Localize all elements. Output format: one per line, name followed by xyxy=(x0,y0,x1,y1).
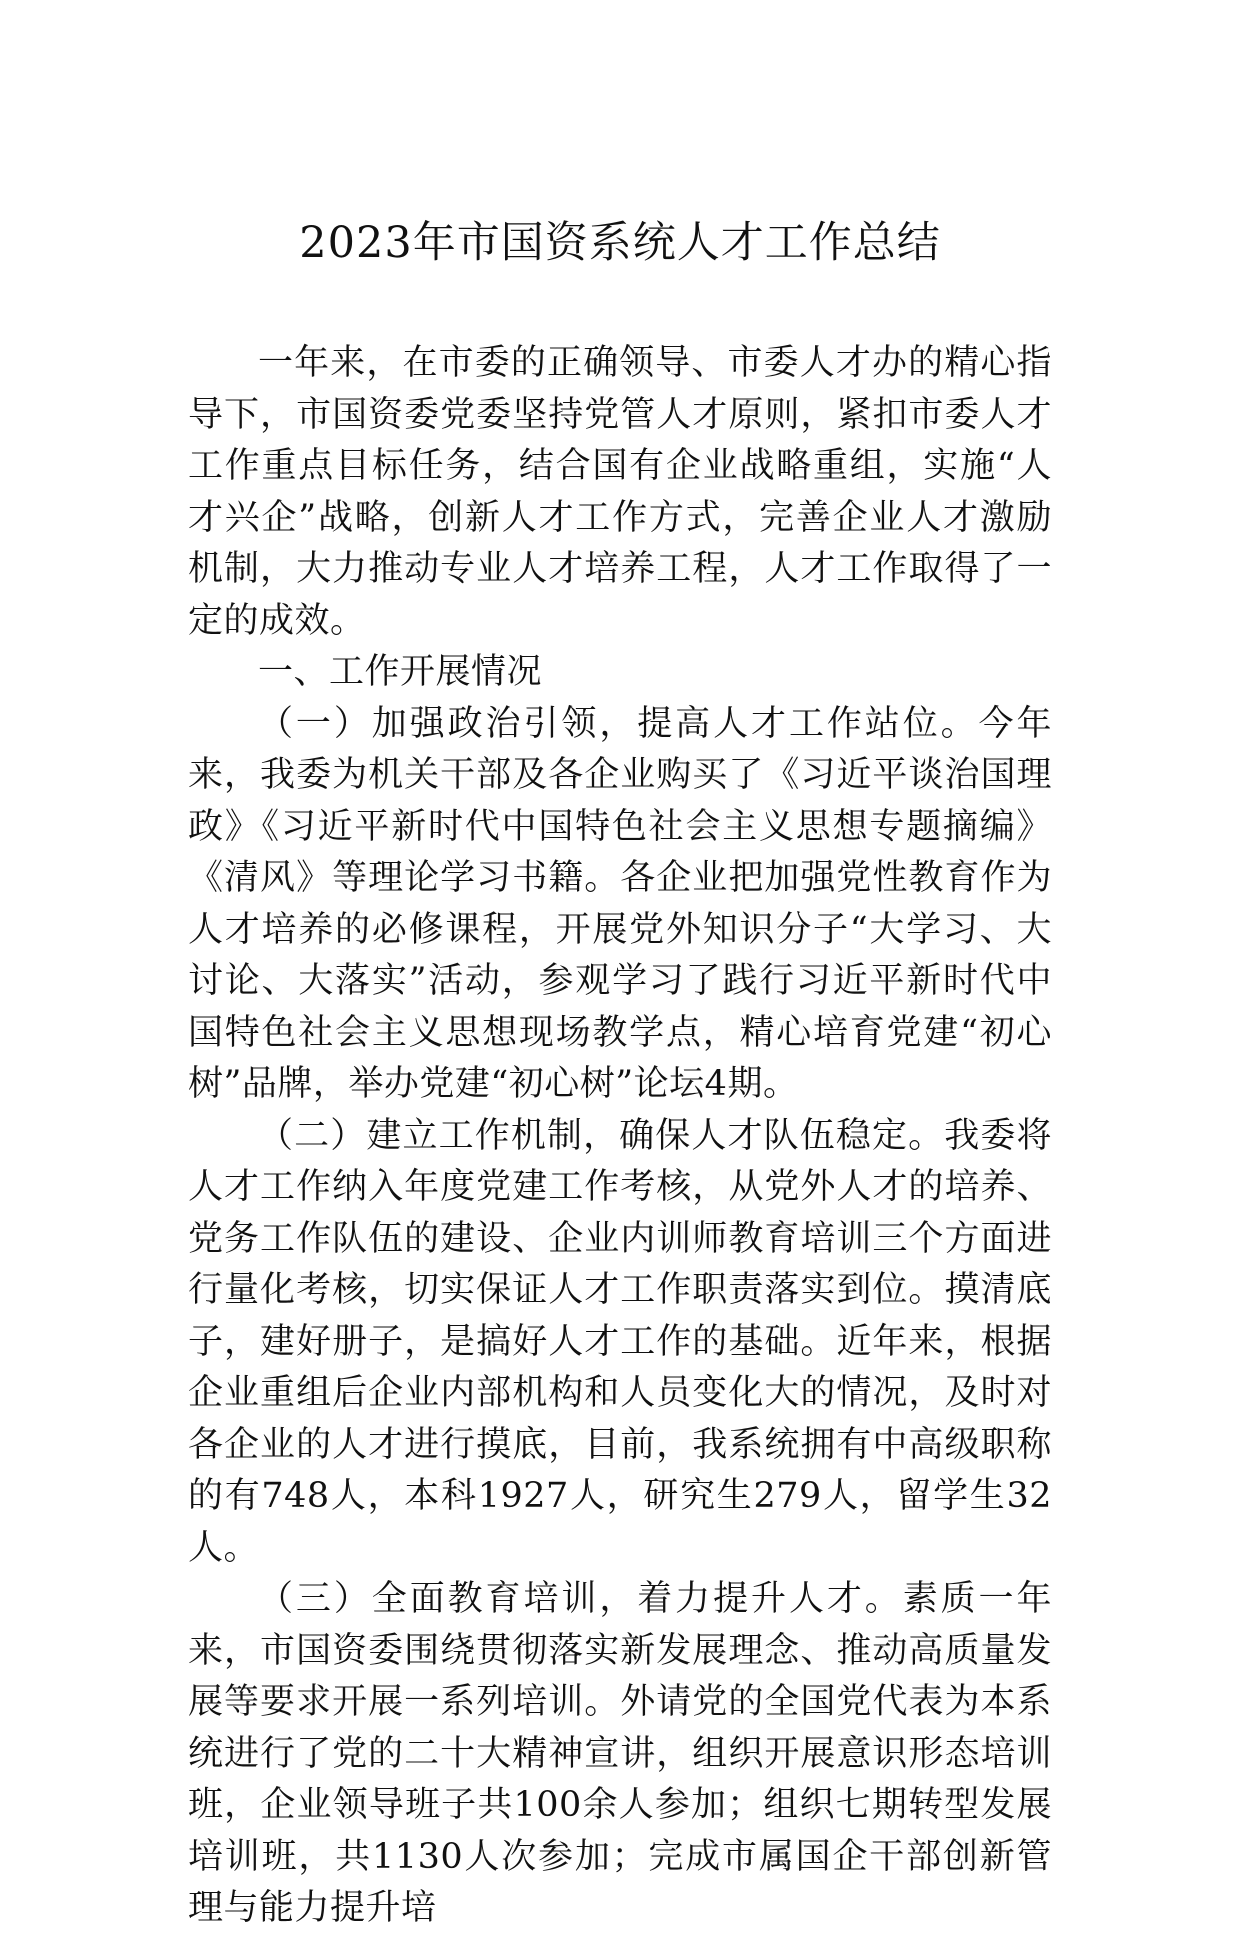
document-title: 2023年市国资系统人才工作总结 xyxy=(299,218,941,268)
subsection-paragraph-1: （一）加强政治引领，提高人才工作站位。今年来，我委为机关干部及各企业购买了《习近平谈治国理政》《习近平新时代中国特色社会主义思想专题摘编》《清风》等理论学习书籍。各企业把加强党性教育作为人才培养的必修课程，开展党外知识分子“大学习、大讨论、大落实”活动，参观学习了践行习近平新时代中国特色社会主义思想现场教学点，精心培育党建“初心树”品牌，举办党建“初心树”论坛4期。 xyxy=(188,703,1052,1104)
subsection-paragraph-3: （三）全面教育培训，着力提升人才。素质一年来，市国资委围绕贯彻落实新发展理念、推动高质量发展等要求开展一系列培训。外请党的全国党代表为本系统进行了党的二十大精神宣讲，组织开展意识形态培训班，企业领导班子共100余人参加；组织七期转型发展培训班，共1130人次参加；完成市属国企干部创新管理与能力提升培 xyxy=(188,1579,1052,1928)
subsection-paragraph-2: （二）建立工作机制，确保人才队伍稳定。我委将人才工作纳入年度党建工作考核，从党外人才的培养、党务工作队伍的建设、企业内训师教育培训三个方面进行量化考核，切实保证人才工作职责落实到位。摸清底子，建好册子，是搞好人才工作的基础。近年来，根据企业重组后企业内部机构和人员变化大的情况，及时对各企业的人才进行摸底，目前，我系统拥有中高级职称的有748人，本科1927人，研究生279人，留学生32人。 xyxy=(188,1115,1052,1568)
intro-paragraph: 一年来，在市委的正确领导、市委人才办的精心指导下，市国资委党委坚持党管人才原则，紧扣市委人才工作重点目标任务，结合国有企业战略重组，实施“人才兴企”战略，创新人才工作方式，完善企业人才激励机制，大力推动专业人才培养工程，人才工作取得了一定的成效。 xyxy=(188,343,1052,641)
section-heading: 一、工作开展情况 xyxy=(258,652,543,692)
document-body xyxy=(188,338,1052,1935)
